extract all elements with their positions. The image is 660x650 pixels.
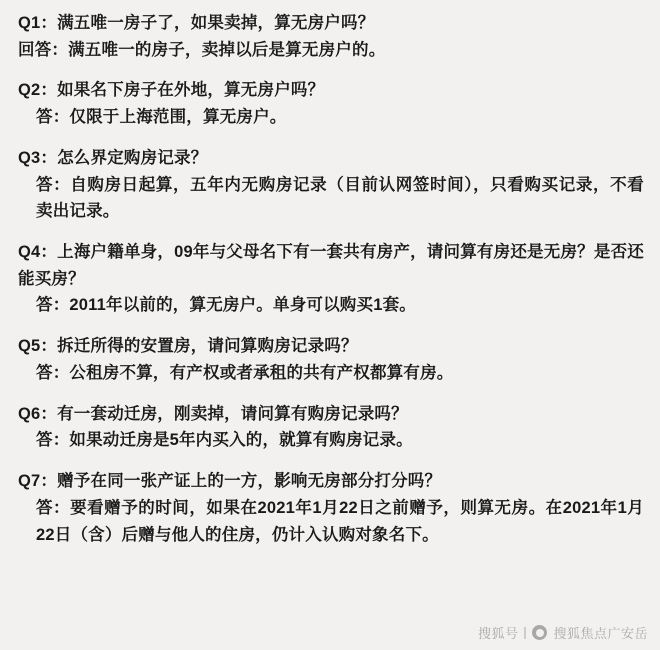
question-text: Q2：如果名下房子在外地，算无房户吗？ — [18, 81, 325, 100]
answer-text: 答：公租房不算，有产权或者承租的共有产权都算有房。 — [36, 363, 454, 382]
question-text: Q7：赠予在同一张产证上的一方，影响无房部分打分吗？ — [18, 472, 442, 491]
question-text: Q4：上海户籍单身，09年与父母名下有一套共有房产，请问算有房还是无房？是否还能买房？ — [18, 243, 644, 288]
question-text: Q3：怎么界定购房记录？ — [18, 148, 208, 167]
sohu-logo-icon — [532, 625, 547, 640]
qa-block-3 — [18, 145, 644, 225]
answer-text: 答：2011年以前的，算无房户。单身可以购买1套。 — [36, 296, 416, 315]
answer-text: 答：要看赠予的时间，如果在2021年1月22日之前赠予，则算无房。在2021年1月22日（含）后赠与他人的住房，仍计入认购对象名下。 — [36, 498, 644, 544]
watermark-divider — [524, 627, 526, 639]
question-text: Q5：拆迁所得的安置房，请问算购房记录吗？ — [18, 337, 358, 356]
question-text: Q6：有一套动迁房，刚卖掉，请问算有购房记录吗？ — [18, 404, 408, 423]
answer-text: 回答：满五唯一的房子，卖掉以后是算无房户的。 — [18, 40, 386, 59]
qa-block-1 — [18, 10, 644, 63]
qa-block-2 — [18, 77, 644, 130]
answer-text: 答：仅限于上海范围，算无房户。 — [36, 108, 287, 127]
question-text: Q1：满五唯一房子了，如果卖掉，算无房户吗？ — [18, 14, 375, 32]
watermark — [478, 623, 648, 642]
qa-block-5 — [18, 333, 644, 386]
watermark-account: 搜狐焦点广安岳 — [553, 626, 648, 641]
qa-block-4 — [18, 239, 644, 319]
qa-block-6 — [18, 401, 644, 454]
answer-text: 答：自购房日起算，五年内无购房记录（目前认网签时间），只看购买记录，不看卖出记录。 — [36, 175, 644, 221]
watermark-platform: 搜狐号 — [477, 626, 519, 641]
qa-block-7 — [18, 468, 644, 548]
answer-text: 答：如果动迁房是5年内买入的，就算有购房记录。 — [36, 431, 413, 450]
